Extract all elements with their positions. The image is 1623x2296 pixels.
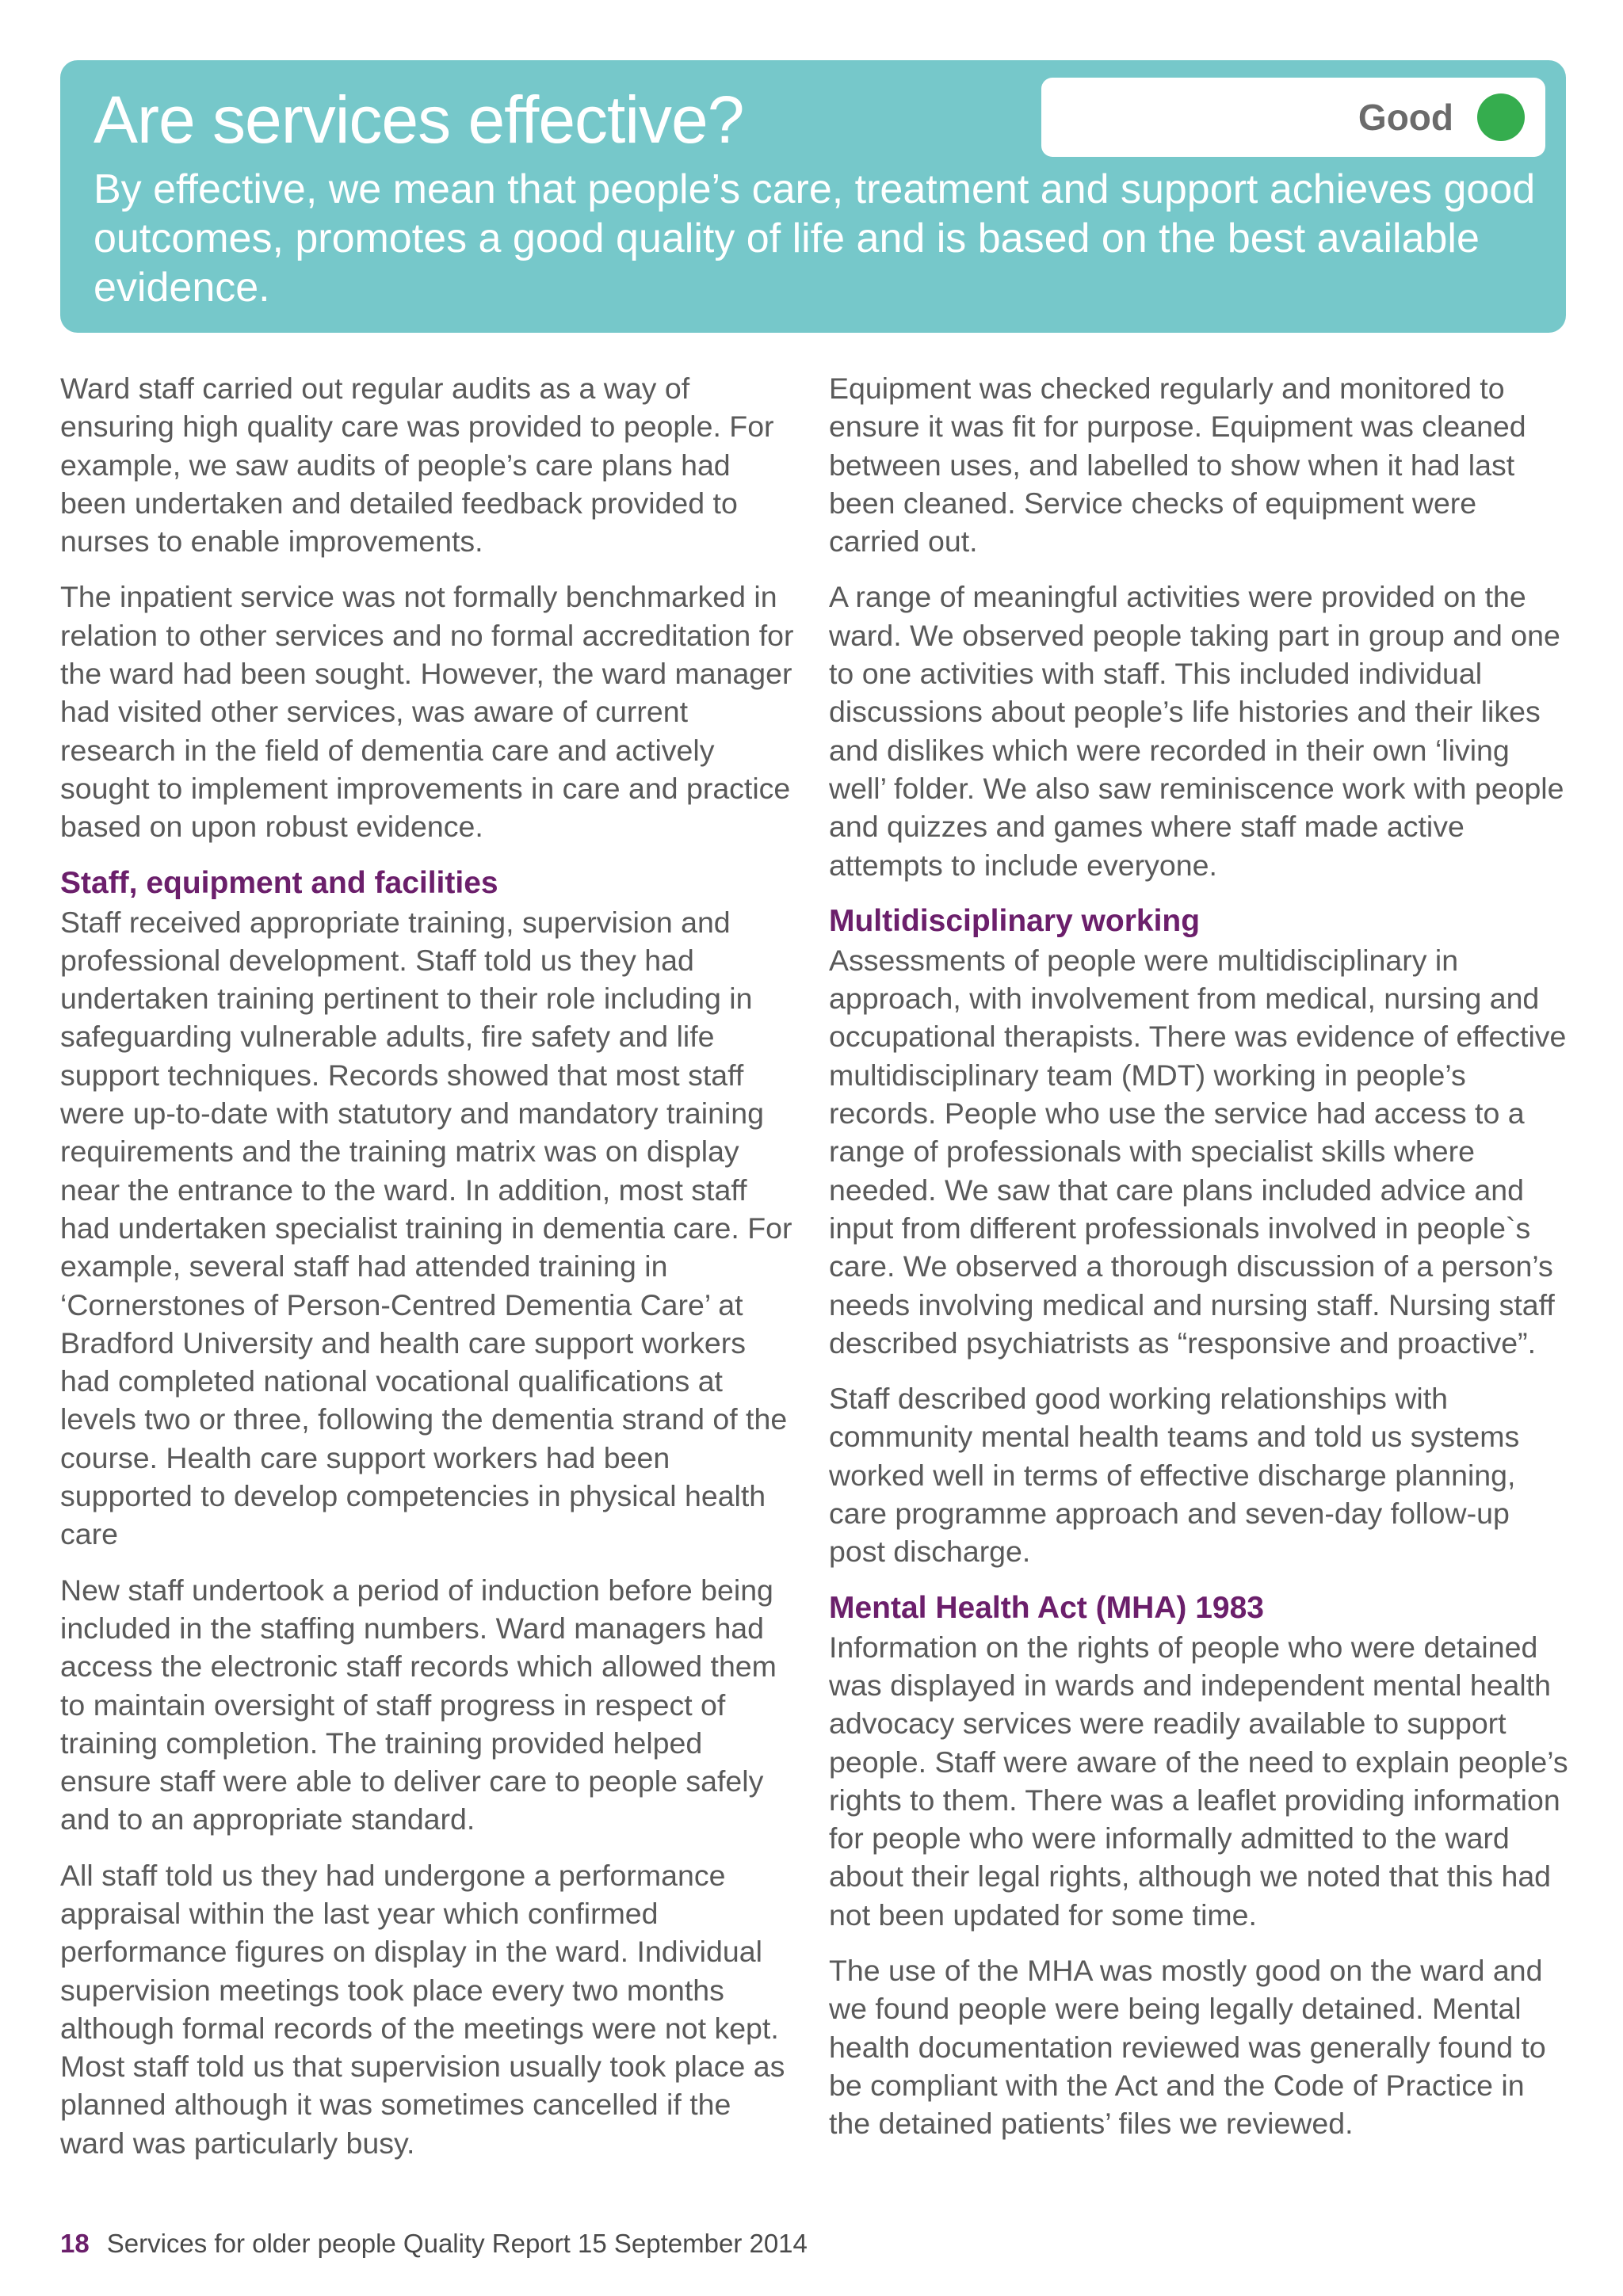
rating-badge — [1041, 78, 1545, 157]
footer-text: Services for older people Quality Report 15 September 2014 — [106, 2229, 808, 2258]
page-number: 18 — [60, 2229, 90, 2258]
rating-label: Good — [1358, 97, 1453, 138]
paragraph: Information on the rights of people who were detained was displayed in wards and independent mental health advocacy services were readily available to support people. Staff were aware of the need to explain people’s rights to them. There was a leaflet providing information for people who were informally admitted to the ward about their legal rights, although we noted that this had not been updated for some time. — [829, 1630, 1568, 1932]
rating-dot-icon — [1477, 93, 1525, 141]
section-heading-multidisciplinary: Multidisciplinary working — [829, 903, 1201, 938]
paragraph: Ward staff carried out regular audits as a way of ensuring high quality care was provided to people. For example, we saw audits of people’s care plans had been undertaken and detailed feedback provided to nurses to enable improvements. — [60, 372, 774, 559]
header-panel — [60, 60, 1566, 333]
paragraph: Assessments of people were multidisciplinary in approach, with involvement from medical, nursing and occupational therapists. There was evidence of effective multidisciplinary team (MDT) working in people’s records. People who use the service had access to a range of professionals with specialist skills where needed. We saw that care plans included advice and input from different professionals involved in people`s care. We observed a thorough discussion of a person’s needs involving medical and nursing staff. Nursing staff described psychiatrists as “responsive and proactive”. — [829, 943, 1567, 1360]
paragraph: The use of the MHA was mostly good on the ward and we found people were being legally detained. Mental health documentation reviewed was generally found to be compliant with the Act and the Code of Practice in the detained patients’ files we reviewed. — [829, 1953, 1546, 2141]
paragraph: The inpatient service was not formally benchmarked in relation to other services and no formal accreditation for the ward had been sought. However, the ward manager had visited other services, was aware of current research in the field of dementia care and actively sought to implement improvements in care and practice based on upon robust evidence. — [60, 580, 794, 844]
page-title: Are services effective? — [94, 82, 744, 157]
page-subtitle: By effective, we mean that people’s care, treatment and support achieves good outcomes, promotes a good quality of life and is based on the best available evidence. — [94, 166, 1536, 311]
paragraph: Staff described good working relationships with community mental health teams and told us systems worked well in terms of effective discharge planning, care programme approach and seven-day follow-up post discharge. — [829, 1382, 1520, 1569]
paragraph: Equipment was checked regularly and monitored to ensure it was fit for purpose. Equipment was cleaned between uses, and labelled to show when it had last been cleaned. Service checks of equipment were carried out. — [829, 372, 1526, 559]
page-footer — [60, 2226, 808, 2261]
paragraph: Staff received appropriate training, supervision and professional development. Staff told us they had undertaken training pertinent to their role including in safeguarding vulnerable adults, fire safety and life support techniques. Records showed that most staff were up-to-date with statutory and mandatory training requirements and the training matrix was on display near the entrance to the ward. In addition, most staff had undertaken specialist training in dementia care. For example, several staff had attended training in ‘Cornerstones of Person-Centred Dementia Care’ at Bradford University and health care support workers had completed national vocational qualifications at levels two or three, following the dementia strand of the course. Health care support workers had been supported to develop competencies in physical health care — [60, 905, 792, 1551]
right-column — [829, 369, 1569, 2160]
paragraph: A range of meaningful activities were provided on the ward. We observed people taking part in group and one to one activities with staff. This included individual discussions about people’s life histories and their likes and dislikes which were recorded in their own ‘living well’ folder. We also saw reminiscence work with people and quizzes and games where staff made active attempts to include everyone. — [829, 580, 1564, 882]
paragraph: New staff undertook a period of induction before being included in the staffing numbers. Ward managers had access the electronic staff records which allowed them to maintain oversight of staff progress in respect of training completion. The training provided helped ensure staff were able to deliver care to people safely and to an appropriate standard. — [60, 1573, 777, 1836]
left-column — [60, 369, 800, 2180]
paragraph: All staff told us they had undergone a performance appraisal within the last year which confirmed performance figures on display in the ward. Individual supervision meetings took place every two months although formal records of the meetings were not kept. Most staff told us that supervision usually took place as planned although it was sometimes cancelled if the ward was particularly busy. — [60, 1858, 785, 2160]
section-heading-staff-equipment: Staff, equipment and facilities — [60, 865, 498, 900]
section-heading-mha: Mental Health Act (MHA) 1983 — [829, 1590, 1264, 1625]
